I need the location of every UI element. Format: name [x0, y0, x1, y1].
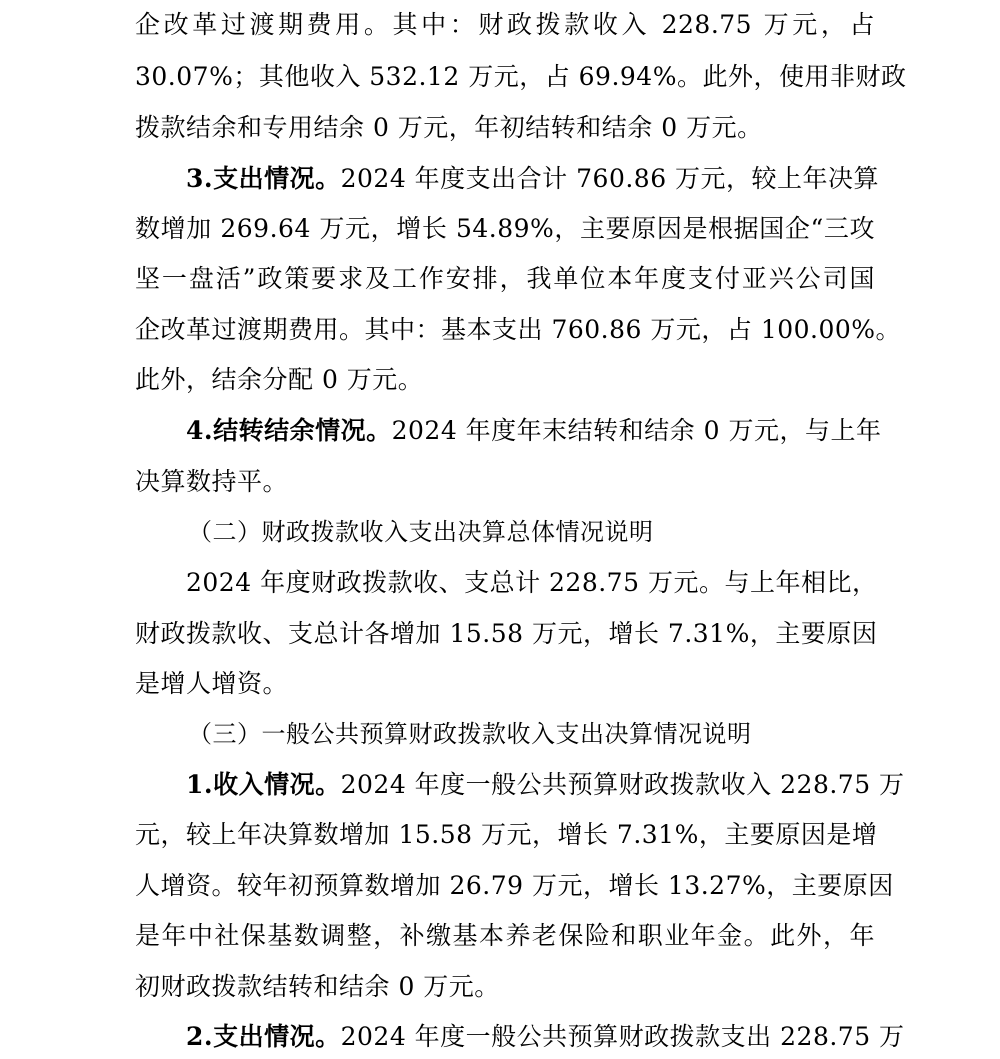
- text-line: 拨款结余和专用结余 0 万元，年初结转和结余 0 万元。: [135, 113, 763, 142]
- text-span: 2024 年度年末结转和结余 0 万元，与上年: [391, 416, 882, 445]
- text-line: 元，较上年决算数增加 15.58 万元，增长 7.31%，主要原因是增: [135, 820, 878, 849]
- section-lead: 4.结转结余情况。: [186, 416, 392, 445]
- text-line: 2024 年度财政拨款收、支总计 228.75 万元。与上年相比，: [186, 568, 878, 597]
- text-span: 2024 年度支出合计 760.86 万元，较上年决算: [340, 164, 880, 193]
- text-line: 坚一盘活”政策要求及工作安排，我单位本年度支付亚兴公司国: [135, 264, 875, 293]
- text-line: 决算数持平。: [135, 467, 289, 496]
- text-line: [186, 414, 882, 448]
- text-line: 企改革过渡期费用。其中：财政拨款收入 228.75 万元，占: [135, 10, 875, 39]
- text-line: 是增人增资。: [135, 669, 289, 698]
- text-line: 初财政拨款结转和结余 0 万元。: [135, 972, 500, 1001]
- section-lead: 2.支出情况。: [186, 1022, 341, 1051]
- text-span: 2024 年度一般公共预算财政拨款支出 228.75 万: [340, 1022, 905, 1051]
- section-heading: （二）财政拨款收入支出决算总体情况说明: [188, 518, 654, 546]
- section-heading: （三）一般公共预算财政拨款收入支出决算情况说明: [188, 720, 752, 748]
- text-line: [186, 1020, 905, 1054]
- text-line: [186, 768, 905, 802]
- text-line: 财政拨款收、支总计各增加 15.58 万元，增长 7.31%，主要原因: [135, 619, 878, 648]
- text-line: 人增资。较年初预算数增加 26.79 万元，增长 13.27%，主要原因: [135, 871, 894, 900]
- text-line: 是年中社保基数调整，补缴基本养老保险和职业年金。此外，年: [135, 921, 875, 950]
- text-line: 数增加 269.64 万元，增长 54.89%，主要原因是根据国企“三攻: [135, 214, 875, 243]
- text-span: 2024 年度一般公共预算财政拨款收入 228.75 万: [340, 770, 905, 799]
- text-line: [186, 162, 880, 196]
- text-line: 企改革过渡期费用。其中：基本支出 760.86 万元，占 100.00%。: [135, 315, 902, 344]
- section-lead: 3.支出情况。: [186, 164, 341, 193]
- text-line: 此外，结余分配 0 万元。: [135, 365, 424, 394]
- text-line: 30.07%；其他收入 532.12 万元，占 69.94%。此外，使用非财政: [135, 62, 907, 91]
- section-lead: 1.收入情况。: [186, 770, 341, 799]
